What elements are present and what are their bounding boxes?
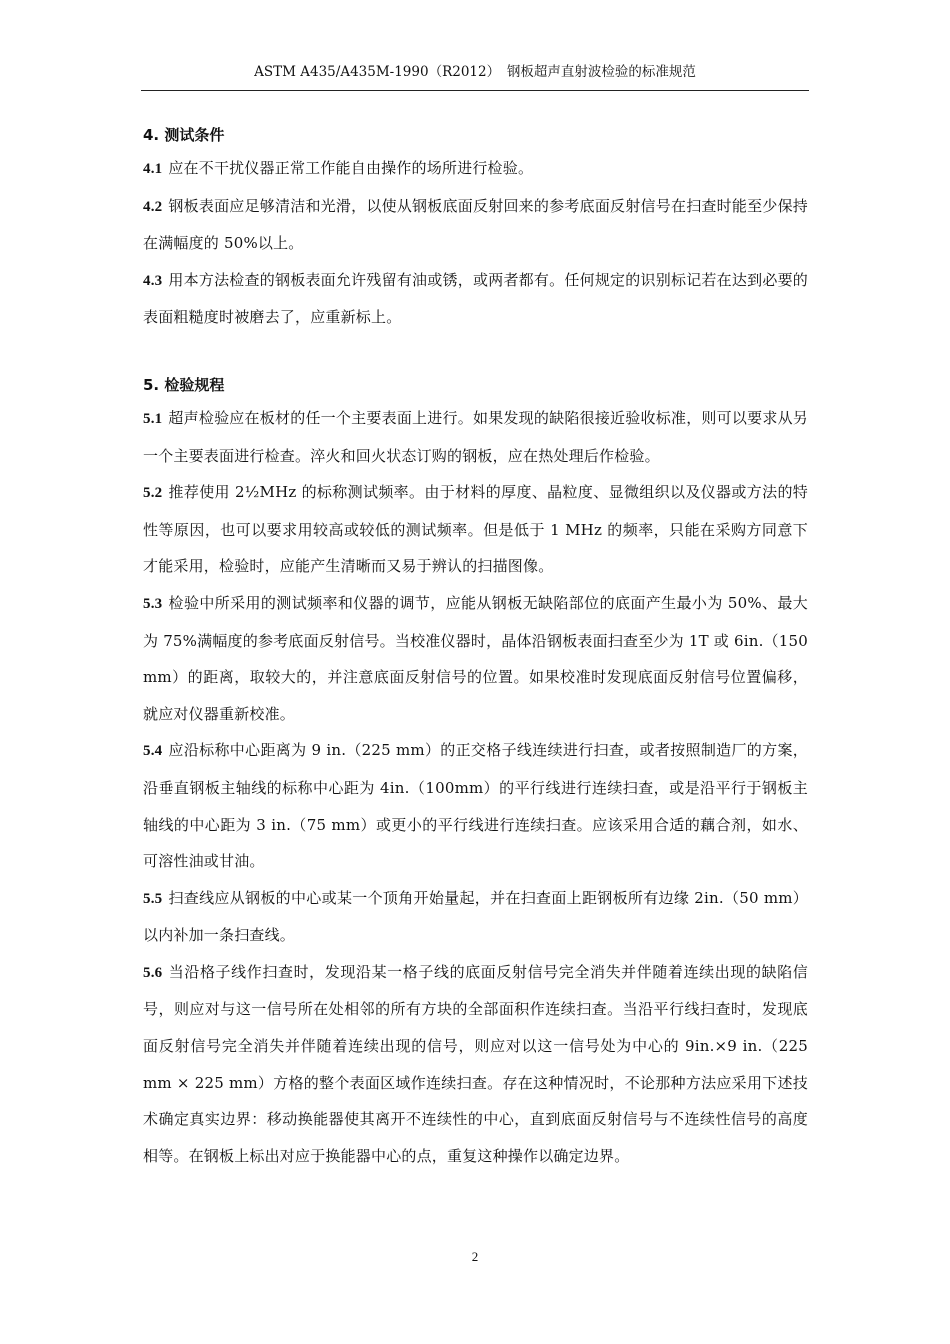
clause-5-1: [143, 400, 808, 474]
clause-text: 应在不干扰仪器正常工作能自由操作的场所进行检验。: [168, 159, 534, 177]
clause-number: 5.3: [143, 595, 163, 612]
clause-number: 5.6: [143, 964, 163, 981]
clause-4-3: [143, 262, 808, 336]
running-header: [141, 62, 809, 91]
page-content: [143, 120, 808, 1174]
section-inspection-procedure: [143, 370, 808, 1174]
clause-text: 检验中所采用的测试频率和仪器的调节，应能从钢板无缺陷部位的底面产生最小为 50%、最大为 75%满幅度的参考底面反射信号。当校准仪器时，晶体沿钢板表面扫查至少为 1T 或 6in.（150 mm）的距离，取较大的，并注意底面反射信号的位置。如果校准时发现底面反射信号位置偏移，就应对仪器重新校准。: [143, 593, 808, 723]
clause-number: 4.3: [143, 272, 163, 289]
section-heading: 4. 测试条件: [143, 126, 225, 144]
clause-5-6: [143, 954, 808, 1175]
clause-text: 应沿标称中心距离为 9 in.（225 mm）的正交格子线连续进行扫查，或者按照制造厂的方案，沿垂直钢板主轴线的标称中心距为 4in.（100mm）的平行线进行连续扫查，或是沿平行于钢板主轴线的中心距为 3 in.（75 mm）或更小的平行线进行连续扫查。应该采用合适的藕合剂，如水、可溶性油或甘油。: [143, 741, 808, 871]
section-test-conditions: [143, 120, 808, 336]
clause-text: 用本方法检查的钢板表面允许残留有油或锈，或两者都有。任何规定的识别标记若在达到必要的表面粗糙度时被磨去了，应重新标上。: [143, 270, 808, 327]
clause-number: 4.2: [143, 198, 163, 215]
clause-number: 5.5: [143, 890, 163, 907]
clause-5-4: [143, 732, 808, 879]
clause-number: 4.1: [143, 161, 163, 177]
clause-4-1: [143, 150, 808, 188]
clause-text: 当沿格子线作扫查时，发现沿某一格子线的底面反射信号完全消失并伴随着连续出现的缺陷信号，则应对与这一信号所在处相邻的所有方块的全部面积作连续扫查。当沿平行线扫查时，发现底面反射信号完全消失并伴随着连续出现的信号，则应对以这一信号处为中心的 9in.×9 in.（225 mm × 225 mm）方格的整个表面区域作连续扫查。存在这种情况时，不论那种方法应采用下述技术确定真实边界：移动换能器使其离开不连续性的中心，直到底面反射信号与不连续性信号的高度相等。在钢板上标出对应于换能器中心的点，重复这种操作以确定边界。: [143, 962, 808, 1165]
clause-5-5: [143, 880, 808, 954]
header-text: ASTM A435/A435M-1990（R2012） 钢板超声直射波检验的标准规范: [254, 64, 696, 80]
clause-number: 5.1: [143, 410, 163, 427]
clause-number: 5.4: [143, 743, 163, 760]
clause-number: 5.2: [143, 485, 163, 502]
section-gap: [143, 336, 808, 370]
section-heading: 5. 检验规程: [143, 375, 225, 394]
clause-text: 钢板表面应足够清洁和光滑，以使从钢板底面反射回来的参考底面反射信号在扫查时能至少保持在满幅度的 50%以上。: [143, 196, 808, 253]
clause-text: 推荐使用 2½MHz 的标称测试频率。由于材料的厚度、晶粒度、显微组织以及仪器或方法的特性等原因，也可以要求用较高或较低的测试频率。但是低于 1 MHz 的频率，只能在采购方同意下才能采用，检验时，应能产生清晰而又易于辨认的扫描图像。: [143, 483, 808, 576]
clause-5-2: [143, 474, 808, 585]
clause-5-3: [143, 585, 808, 732]
clause-4-2: [143, 188, 808, 262]
clause-text: 扫查线应从钢板的中心或某一个顶角开始量起，并在扫查面上距钢板所有边缘 2in.（50 mm）以内补加一条扫查线。: [143, 888, 808, 945]
page-number: 2: [471, 1249, 479, 1264]
clause-text: 超声检验应在板材的任一个主要表面上进行。如果发现的缺陷很接近验收标准，则可以要求从另一个主要表面进行检查。淬火和回火状态订购的钢板，应在热处理后作检验。: [143, 408, 808, 465]
